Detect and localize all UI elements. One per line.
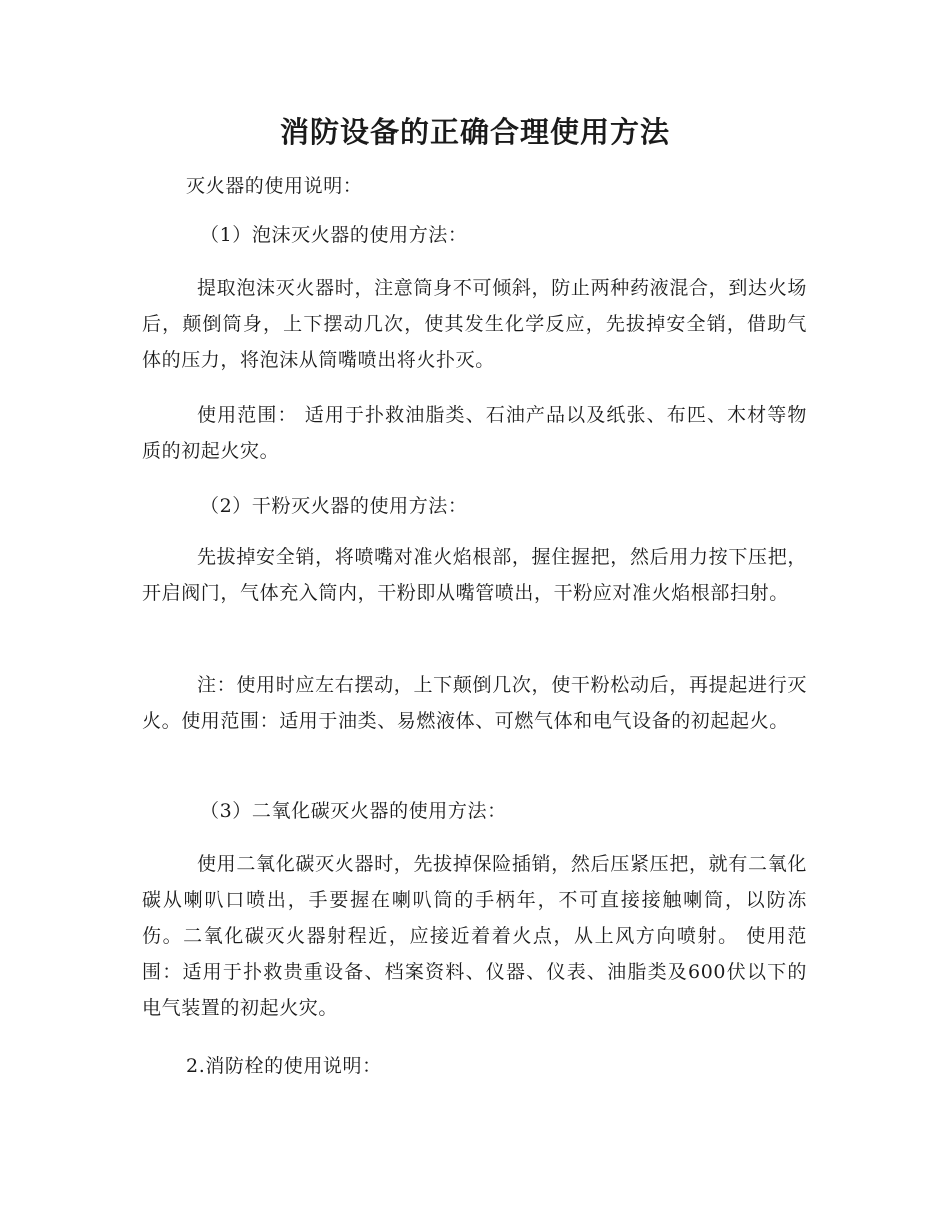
paragraph-powder-note: 注：使用时应左右摆动，上下颠倒几次，使干粉松动后，再提起进行灭火。使用范围：适用于油类、易燃液体、可燃气体和电气设备的初起起火。 — [142, 674, 807, 732]
paragraph-foam-method: 提取泡沫灭火器时，注意筒身不可倾斜，防止两种药液混合，到达火场后，颠倒筒身，上下摆动几次，使其发生化学反应，先拔掉安全销，借助气体的压力，将泡沫从筒嘴喷出将火扑灭。 — [142, 277, 807, 371]
subheading-powder: （2）干粉灭火器的使用方法： — [200, 495, 468, 517]
subheading-foam: （1）泡沫灭火器的使用方法： — [200, 224, 468, 246]
section-heading-hydrant: 2.消防栓的使用说明： — [186, 1055, 382, 1077]
paragraph-co2-method: 使用二氧化碳灭火器时，先拔掉保险插销，然后压紧压把，就有二氧化碳从喇叭口喷出，手要握在喇叭筒的手柄年，不可直接接触喇筒，以防冻伤。二氧化碳灭火器射程近，应接近着着火点，从上风方向喷射。 使用范围：适用于扑救贵重设备、档案资料、仪器、仪表、油脂类及600伏以下的电气装置的初起火灾。 — [142, 853, 807, 1019]
subheading-co2: （3）二氧化碳灭火器的使用方法： — [200, 800, 507, 822]
paragraph-foam-scope: 使用范围： 适用于扑救油脂类、石油产品以及纸张、布匹、木材等物质的初起火灾。 — [142, 404, 807, 462]
section-heading-extinguisher: 灭火器的使用说明： — [186, 175, 363, 197]
page-title: 消防设备的正确合理使用方法 — [279, 115, 670, 149]
paragraph-powder-method: 先拔掉安全销，将喷嘴对准火焰根部，握住握把，然后用力按下压把，开启阀门，气体充入筒内，干粉即从嘴管喷出，干粉应对准火焰根部扫射。 — [142, 546, 807, 604]
